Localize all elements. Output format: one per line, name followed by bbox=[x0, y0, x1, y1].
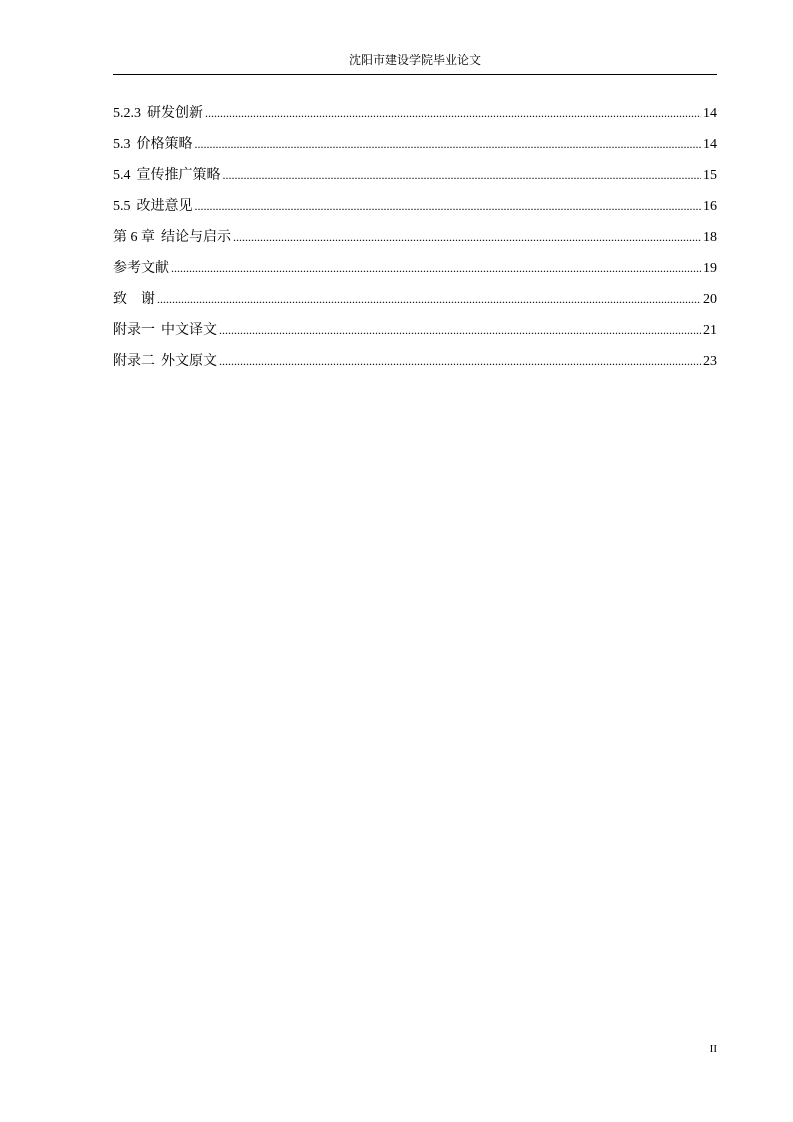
toc-entry-page: 18 bbox=[703, 230, 717, 245]
toc-entry-label bbox=[113, 346, 217, 377]
toc-entry bbox=[113, 284, 717, 315]
toc-leader-dots bbox=[205, 98, 701, 129]
toc-entry-label bbox=[113, 315, 217, 346]
toc-entry-page: 20 bbox=[703, 292, 717, 307]
toc-entry-title: 改进意见 bbox=[136, 199, 193, 214]
toc-entry-number: 5.4 bbox=[113, 168, 131, 183]
toc-entry-page: 15 bbox=[703, 168, 717, 183]
header-title: 沈阳市建设学院毕业论文 bbox=[348, 53, 481, 67]
toc-entry bbox=[113, 315, 717, 346]
toc-leader-dots bbox=[223, 160, 702, 191]
toc-entry-label bbox=[113, 160, 221, 191]
toc-entry-label bbox=[113, 253, 169, 284]
toc-leader-dots bbox=[219, 346, 701, 377]
page-number: II bbox=[709, 1043, 717, 1055]
toc-entry-number: 附录一 bbox=[113, 323, 155, 338]
toc-leader-dots bbox=[233, 222, 701, 253]
toc-entry-page: 16 bbox=[703, 199, 717, 214]
toc-entry-number: 5.3 bbox=[113, 137, 131, 152]
toc-entry-page: 21 bbox=[703, 323, 717, 338]
toc-entry-label bbox=[113, 284, 155, 315]
toc-entry-title: 宣传推广策略 bbox=[136, 168, 221, 183]
toc-leader-dots bbox=[171, 253, 701, 284]
toc-entry-title: 研发创新 bbox=[147, 106, 203, 121]
toc-entry-title: 参考文献 bbox=[113, 261, 169, 276]
toc-entry bbox=[113, 222, 717, 253]
toc-entry-page: 19 bbox=[703, 261, 717, 276]
toc-entry-number: 附录二 bbox=[113, 354, 155, 369]
toc-entry bbox=[113, 253, 717, 284]
toc-entry-title: 中文译文 bbox=[161, 323, 217, 338]
toc-entry-number: 5.5 bbox=[113, 199, 131, 214]
page-header bbox=[113, 52, 717, 75]
toc-leader-dots bbox=[195, 191, 702, 222]
toc-entry-title: 价格策略 bbox=[136, 137, 193, 152]
toc-leader-dots bbox=[219, 315, 701, 346]
toc-entry-title: 外文原文 bbox=[161, 354, 217, 369]
toc-entry-label bbox=[113, 191, 193, 222]
toc-entry-number: 第 6 章 bbox=[113, 230, 155, 245]
toc-entry bbox=[113, 160, 717, 191]
toc-entry bbox=[113, 98, 717, 129]
toc-entry-page: 14 bbox=[703, 106, 717, 121]
toc-leader-dots bbox=[157, 284, 701, 315]
toc-entry-label bbox=[113, 98, 203, 129]
toc-entry-number: 5.2.3 bbox=[113, 106, 141, 121]
toc-entry-label bbox=[113, 129, 193, 160]
table-of-contents bbox=[113, 98, 717, 377]
toc-entry-label bbox=[113, 222, 231, 253]
toc-entry-title: 结论与启示 bbox=[161, 230, 231, 245]
toc-entry-page: 14 bbox=[703, 137, 717, 152]
toc-entry-title: 致 谢 bbox=[113, 292, 155, 307]
toc-entry bbox=[113, 191, 717, 222]
toc-entry bbox=[113, 346, 717, 377]
toc-leader-dots bbox=[195, 129, 702, 160]
toc-entry-page: 23 bbox=[703, 354, 717, 369]
toc-entry bbox=[113, 129, 717, 160]
